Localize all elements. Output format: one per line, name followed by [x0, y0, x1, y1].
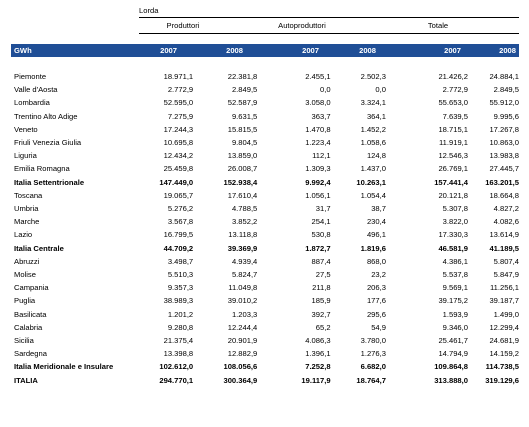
- value-cell: 4.082,6: [493, 217, 519, 227]
- value-cell: 39.187,7: [489, 296, 519, 306]
- value-cell: 1.201,2: [167, 309, 194, 319]
- value-cell: 11.049,8: [228, 283, 258, 293]
- table-row: [11, 242, 519, 255]
- region-name: Abruzzi: [14, 256, 40, 266]
- value-cell: 1.056,1: [305, 190, 331, 200]
- value-cell: 206,3: [366, 283, 386, 293]
- value-cell: 13.614,9: [489, 230, 519, 240]
- value-cell: 5.847,9: [493, 270, 519, 280]
- group-produttori: Produttori: [166, 21, 200, 30]
- header-divider-groups: [139, 33, 519, 34]
- value-cell: 21.375,4: [163, 336, 194, 346]
- value-cell: 44.709,2: [163, 243, 194, 253]
- value-cell: 12.244,4: [227, 322, 258, 332]
- value-cell: 9.346,0: [442, 322, 468, 332]
- value-cell: 0,0: [375, 85, 386, 95]
- value-cell: 1.819,6: [360, 243, 386, 253]
- value-cell: 211,8: [312, 283, 331, 293]
- value-cell: 13.859,0: [227, 151, 258, 161]
- value-cell: 6.682,0: [360, 362, 386, 372]
- value-cell: 24.681,9: [489, 336, 519, 346]
- value-cell: 9.992,4: [305, 177, 331, 187]
- value-cell: 9.357,3: [167, 283, 194, 293]
- table-row: [11, 374, 519, 387]
- region-name: Lombardia: [14, 98, 50, 108]
- table-row: [11, 321, 519, 334]
- value-cell: 26.008,7: [227, 164, 258, 174]
- value-cell: 7.252,8: [305, 362, 331, 372]
- value-cell: 124,8: [366, 151, 386, 161]
- region-name: Sicilia: [14, 336, 34, 346]
- value-cell: 17.267,8: [489, 124, 519, 134]
- value-cell: 2.455,1: [305, 72, 331, 81]
- value-cell: 18.764,7: [356, 375, 386, 385]
- region-name: Italia Settentrionale: [14, 177, 85, 187]
- value-cell: 4.386,1: [442, 256, 468, 266]
- value-cell: 21.426,2: [438, 72, 468, 81]
- value-cell: 23,2: [371, 270, 386, 280]
- value-cell: 7.275,9: [167, 111, 194, 121]
- value-cell: 9.631,5: [231, 111, 258, 121]
- value-cell: 22.381,8: [227, 72, 258, 81]
- value-cell: 38,7: [371, 204, 386, 214]
- value-cell: 12.299,4: [489, 322, 519, 332]
- year-autoproduttori-2008: 2008: [359, 45, 376, 55]
- value-cell: 55.653,0: [438, 98, 468, 108]
- production-table: [11, 70, 519, 387]
- region-name: Piemonte: [14, 72, 47, 81]
- region-name: Molise: [14, 270, 36, 280]
- value-cell: 112,1: [312, 151, 331, 161]
- value-cell: 13.118,8: [228, 230, 258, 240]
- value-cell: 31,7: [315, 204, 331, 214]
- value-cell: 185,9: [311, 296, 331, 306]
- region-name: Friuli Venezia Giulia: [14, 138, 82, 148]
- value-cell: 9.804,5: [231, 138, 258, 148]
- region-name: Lazio: [14, 230, 33, 240]
- table-row: [11, 83, 519, 96]
- table-row: [11, 255, 519, 268]
- value-cell: 1.872,7: [305, 243, 331, 253]
- value-cell: 38.989,3: [163, 296, 194, 306]
- table-row: [11, 268, 519, 281]
- table-row: [11, 281, 519, 294]
- value-cell: 20.121,8: [438, 190, 468, 200]
- value-cell: 24.884,1: [489, 72, 519, 81]
- value-cell: 65,2: [315, 322, 331, 332]
- value-cell: 19.117,9: [301, 375, 331, 385]
- value-cell: 3.567,8: [167, 217, 194, 227]
- value-cell: 3.822,0: [442, 217, 468, 227]
- value-cell: 11.919,1: [439, 138, 468, 148]
- value-cell: 17.610,4: [227, 190, 258, 200]
- table-row: [11, 110, 519, 123]
- value-cell: 9.995,6: [493, 111, 519, 121]
- value-cell: 5.807,4: [493, 256, 519, 266]
- value-cell: 52.587,9: [227, 98, 258, 108]
- value-cell: 2.849,5: [493, 85, 519, 95]
- value-cell: 14.159,2: [489, 349, 519, 359]
- value-cell: 2.772,9: [442, 85, 468, 95]
- region-name: ITALIA: [14, 375, 38, 385]
- region-name: Emilia Romagna: [14, 164, 70, 174]
- value-cell: 14.794,9: [438, 349, 468, 359]
- value-cell: 27,5: [315, 270, 331, 280]
- value-cell: 10.263,1: [356, 177, 386, 187]
- value-cell: 496,1: [366, 230, 386, 240]
- value-cell: 3.324,1: [360, 98, 386, 108]
- value-cell: 15.815,5: [227, 124, 258, 134]
- value-cell: 52.595,0: [163, 98, 194, 108]
- value-cell: 3.058,0: [305, 98, 331, 108]
- value-cell: 1.396,1: [305, 349, 331, 359]
- table-row: [11, 360, 519, 373]
- value-cell: 11.256,1: [490, 283, 519, 293]
- table-row: [11, 149, 519, 162]
- value-cell: 10.695,8: [163, 138, 194, 148]
- value-cell: 294.770,1: [159, 375, 194, 385]
- value-cell: 7.639,5: [442, 111, 468, 121]
- group-totale: Totale: [427, 21, 449, 30]
- value-cell: 5.824,7: [231, 270, 258, 280]
- value-cell: 1.470,8: [305, 124, 331, 134]
- value-cell: 13.398,8: [163, 349, 194, 359]
- group-autoproduttori: Autoproduttori: [278, 21, 326, 30]
- value-cell: 152.938,4: [223, 177, 258, 187]
- table-row: [11, 96, 519, 109]
- value-cell: 1.593,9: [442, 309, 468, 319]
- value-cell: 1.203,3: [231, 309, 258, 319]
- value-cell: 25.461,7: [438, 336, 468, 346]
- region-name: Marche: [14, 217, 40, 227]
- table-row: [11, 202, 519, 215]
- value-cell: 1.223,4: [305, 138, 331, 148]
- value-cell: 319.129,6: [485, 375, 519, 385]
- value-cell: 887,4: [311, 256, 331, 266]
- value-cell: 25.459,8: [163, 164, 194, 174]
- value-cell: 868,0: [366, 256, 386, 266]
- region-name: Umbria: [14, 204, 39, 214]
- value-cell: 5.276,2: [167, 204, 194, 214]
- value-cell: 1.499,0: [493, 309, 519, 319]
- value-cell: 19.065,7: [163, 190, 194, 200]
- value-cell: 12.434,2: [163, 151, 194, 161]
- region-name: Trentino Alto Adige: [14, 111, 78, 121]
- value-cell: 54,9: [371, 322, 386, 332]
- value-cell: 295,6: [366, 309, 386, 319]
- lorda-label: Lorda: [139, 6, 159, 15]
- value-cell: 163.201,5: [485, 177, 519, 187]
- region-name: Toscana: [14, 190, 43, 200]
- value-cell: 39.175,2: [438, 296, 468, 306]
- value-cell: 530,8: [311, 230, 331, 240]
- value-cell: 3.498,7: [167, 256, 194, 266]
- region-name: Liguria: [14, 151, 37, 161]
- region-name: Italia Meridionale e Insulare: [14, 362, 114, 372]
- region-name: Puglia: [14, 296, 36, 306]
- value-cell: 2.502,3: [360, 72, 386, 81]
- table-row: [11, 136, 519, 149]
- value-cell: 300.364,9: [223, 375, 258, 385]
- value-cell: 1.437,0: [360, 164, 386, 174]
- value-cell: 392,7: [311, 309, 331, 319]
- header-bar: [11, 44, 519, 57]
- value-cell: 109.864,8: [434, 362, 468, 372]
- value-cell: 1.309,3: [305, 164, 331, 174]
- region-name: Campania: [14, 283, 49, 293]
- region-name: Veneto: [14, 124, 38, 134]
- header-divider-top: [139, 17, 519, 18]
- value-cell: 18.715,1: [438, 124, 468, 134]
- value-cell: 177,6: [366, 296, 386, 306]
- table-row: [11, 347, 519, 360]
- value-cell: 10.863,0: [489, 138, 519, 148]
- value-cell: 1.054,4: [360, 190, 386, 200]
- value-cell: 12.546,3: [438, 151, 468, 161]
- value-cell: 9.280,8: [167, 322, 194, 332]
- value-cell: 9.569,1: [442, 283, 468, 293]
- value-cell: 3.852,2: [231, 217, 258, 227]
- year-totale-2007: 2007: [444, 45, 461, 55]
- value-cell: 1.058,6: [360, 138, 386, 148]
- region-name: Sardegna: [14, 349, 47, 359]
- value-cell: 4.788,5: [231, 204, 258, 214]
- value-cell: 41.189,5: [489, 243, 519, 253]
- table-row: [11, 123, 519, 136]
- year-produttori-2008: 2008: [226, 45, 243, 55]
- region-name: Valle d'Aosta: [14, 85, 58, 95]
- value-cell: 17.244,3: [163, 124, 194, 134]
- value-cell: 17.330,3: [438, 230, 468, 240]
- value-cell: 2.772,9: [167, 85, 194, 95]
- table-row: [11, 189, 519, 202]
- value-cell: 3.780,0: [360, 336, 386, 346]
- table-body: [11, 70, 519, 387]
- value-cell: 20.901,9: [227, 336, 258, 346]
- value-cell: 5.510,3: [167, 270, 194, 280]
- table-row: [11, 70, 519, 83]
- value-cell: 13.983,8: [489, 151, 519, 161]
- table-row: [11, 308, 519, 321]
- value-cell: 254,1: [311, 217, 331, 227]
- value-cell: 4.827,2: [493, 204, 519, 214]
- value-cell: 18.971,1: [163, 72, 194, 81]
- table-row: [11, 228, 519, 241]
- value-cell: 26.769,1: [438, 164, 468, 174]
- value-cell: 39.369,9: [227, 243, 258, 253]
- region-name: Italia Centrale: [14, 243, 64, 253]
- value-cell: 108.056,6: [223, 362, 258, 372]
- year-autoproduttori-2007: 2007: [302, 45, 319, 55]
- value-cell: 39.010,2: [227, 296, 258, 306]
- value-cell: 4.939,4: [231, 256, 258, 266]
- value-cell: 1.452,2: [360, 124, 386, 134]
- year-produttori-2007: 2007: [160, 45, 177, 55]
- region-name: Basilicata: [14, 309, 47, 319]
- value-cell: 230,4: [366, 217, 386, 227]
- value-cell: 2.849,5: [231, 85, 258, 95]
- table-row: [11, 294, 519, 307]
- unit-label: GWh: [14, 45, 32, 55]
- value-cell: 55.912,0: [489, 98, 519, 108]
- value-cell: 157.441,4: [434, 177, 468, 187]
- value-cell: 12.882,9: [227, 349, 258, 359]
- value-cell: 114.738,5: [485, 362, 519, 372]
- value-cell: 5.307,8: [442, 204, 468, 214]
- value-cell: 5.537,8: [442, 270, 468, 280]
- table-row: [11, 176, 519, 189]
- value-cell: 313.888,0: [434, 375, 468, 385]
- table-row: [11, 334, 519, 347]
- region-name: Calabria: [14, 322, 43, 332]
- value-cell: 27.445,7: [489, 164, 519, 174]
- value-cell: 363,7: [311, 111, 331, 121]
- value-cell: 0,0: [320, 85, 331, 95]
- value-cell: 147.449,0: [159, 177, 194, 187]
- table-row: [11, 162, 519, 175]
- value-cell: 16.799,5: [163, 230, 194, 240]
- value-cell: 1.276,3: [360, 349, 386, 359]
- value-cell: 364,1: [366, 111, 386, 121]
- value-cell: 4.086,3: [305, 336, 331, 346]
- value-cell: 102.612,0: [159, 362, 194, 372]
- value-cell: 18.664,8: [489, 190, 519, 200]
- value-cell: 46.581,9: [438, 243, 468, 253]
- table-row: [11, 215, 519, 228]
- year-totale-2008: 2008: [499, 45, 516, 55]
